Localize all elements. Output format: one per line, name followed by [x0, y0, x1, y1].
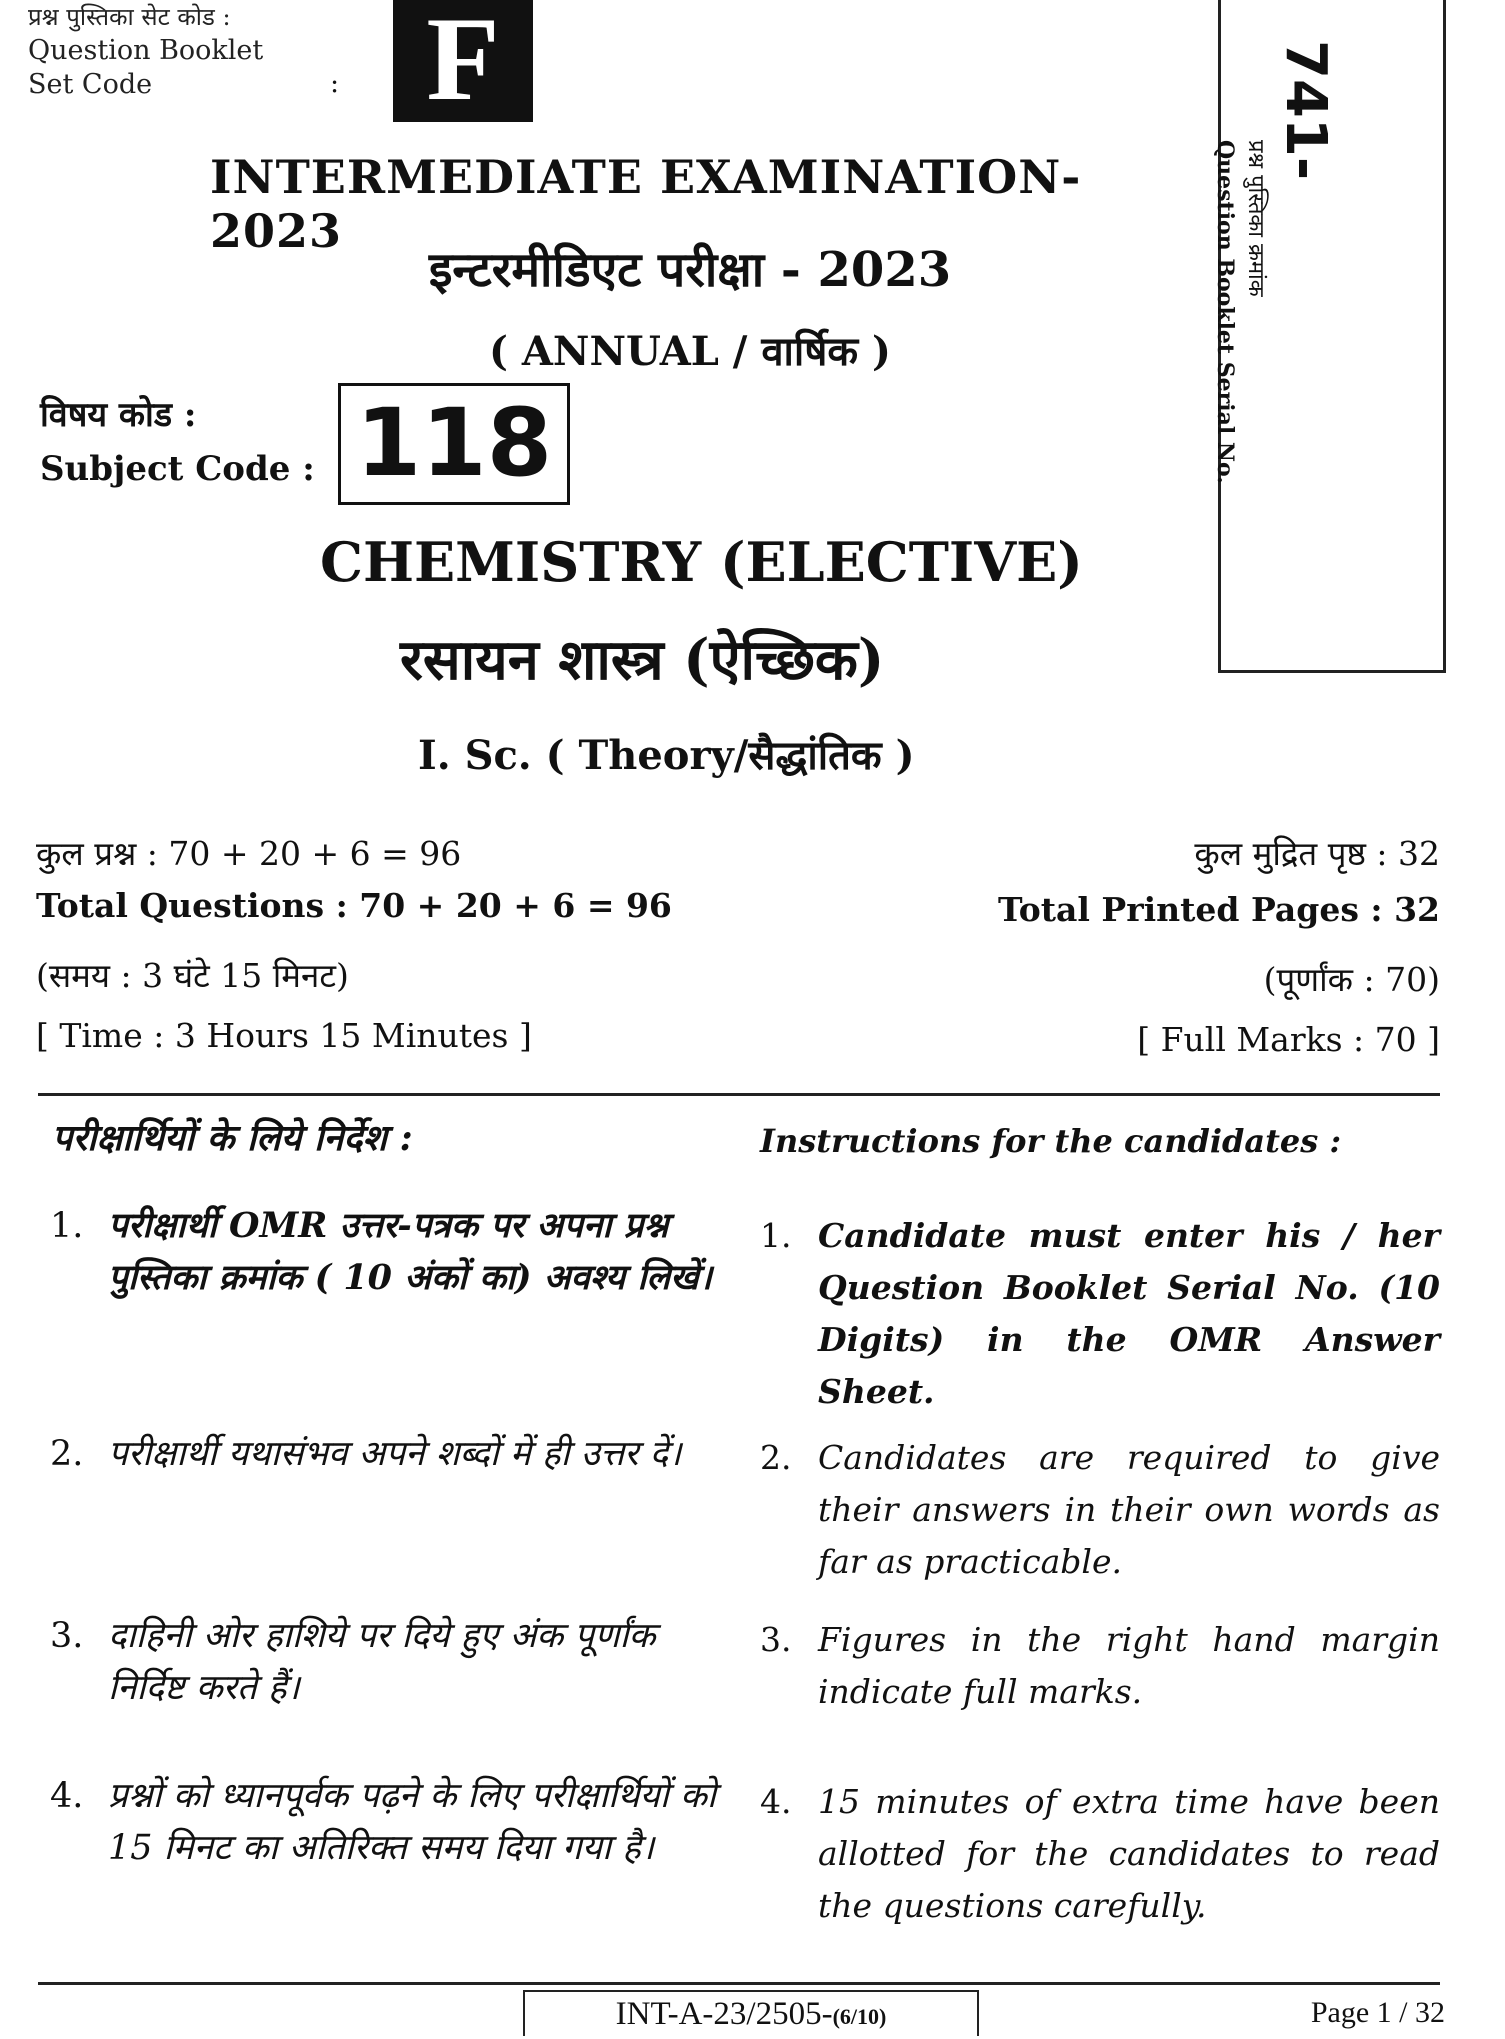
- instruction-number: 3.: [50, 1616, 84, 1656]
- page-number: Page 1 / 32: [1310, 1996, 1445, 2029]
- instruction-text: दाहिनी ओर हाशिये पर दिये हुए अंक पूर्णांक निर्दिष्ट करते हैं।: [108, 1616, 656, 1708]
- exam-title-en: INTERMEDIATE EXAMINATION-2023: [210, 150, 1082, 258]
- exam-title-hi: इन्टरमीडिएट परीक्षा - 2023: [428, 242, 952, 298]
- set-code-label-hi: प्रश्न पुस्तिका सेट कोड :: [28, 3, 231, 31]
- instruction-number: 3.: [760, 1620, 792, 1659]
- subject-code-value: 118: [338, 383, 570, 505]
- instruction-hi-4: [50, 1770, 730, 1874]
- instruction-text: परीक्षार्थी OMR उत्तर-पत्रक पर अपना प्रश्न पुस्तिका क्रमांक ( 10 अंकों का) अवश्य लिखें।: [108, 1205, 713, 1298]
- exam-annual: ( ANNUAL / वार्षिक ): [489, 328, 891, 375]
- full-marks-en: [ Full Marks : 70 ]: [1137, 1020, 1440, 1059]
- instruction-text: Candidate must enter his / her Question Booklet Serial No. (10 Digits) in the OMR Answer Sheet.: [818, 1216, 1440, 1411]
- instruction-number: 4.: [50, 1776, 84, 1816]
- serial-number-fragment: 741-: [1273, 40, 1338, 181]
- set-code-label-en-2: Set Code: [28, 69, 153, 100]
- instructions-heading-hi: परीक्षार्थियों के लिये निर्देश :: [52, 1117, 413, 1159]
- instruction-text: प्रश्नों को ध्यानपूर्वक पढ़ने के लिए परीक्षार्थियों को 15 मिनट का अतिरिक्त समय दिया गया है।: [108, 1776, 716, 1868]
- serial-label-en: Question Booklet Serial No.: [1212, 140, 1238, 484]
- instruction-number: 2.: [50, 1434, 84, 1474]
- printed-pages-en: Total Printed Pages : 32: [997, 890, 1440, 929]
- set-code-label-en-1: Question Booklet: [28, 35, 264, 66]
- subject-name-en: CHEMISTRY (ELECTIVE): [320, 530, 1083, 594]
- instruction-en-3: [760, 1614, 1440, 1718]
- subject-name-hi: रसायन शास्त्र (ऐच्छिक): [400, 627, 885, 693]
- instruction-text: Candidates are required to give their answers in their own words as far as practicable.: [818, 1438, 1440, 1581]
- instruction-number: 2.: [760, 1438, 792, 1477]
- booklet-code-suffix: (6/10): [832, 2004, 887, 2029]
- instructions-heading-en: Instructions for the candidates :: [760, 1122, 1342, 1160]
- time-en: [ Time : 3 Hours 15 Minutes ]: [36, 1016, 532, 1055]
- set-code-label: [28, 0, 263, 102]
- printed-pages-hi: कुल मुद्रित पृष्ठ : 32: [1194, 834, 1440, 873]
- total-questions-en: Total Questions : 70 + 20 + 6 = 96: [36, 886, 672, 925]
- set-code-value: F: [393, 0, 533, 122]
- subject-code-label-en: Subject Code :: [40, 449, 315, 489]
- instruction-number: 4.: [760, 1782, 792, 1821]
- instruction-number: 1.: [50, 1206, 84, 1246]
- subject-code-label: [40, 388, 315, 496]
- course-name: I. Sc. ( Theory/सैद्धांतिक ): [418, 732, 915, 779]
- instruction-en-2: [760, 1432, 1440, 1588]
- full-marks-hi: (पूर्णांक : 70): [1263, 960, 1440, 999]
- instruction-en-1: [760, 1210, 1440, 1418]
- subject-code-label-hi: विषय कोड :: [40, 395, 197, 435]
- total-questions-hi: कुल प्रश्न : 70 + 20 + 6 = 96: [36, 834, 462, 873]
- serial-label-hi: प्रश्न पुस्तिका क्रमांक: [1243, 140, 1268, 297]
- instruction-text: परीक्षार्थी यथासंभव अपने शब्दों में ही उत्तर दें।: [108, 1434, 682, 1474]
- set-code-colon: :: [330, 68, 340, 99]
- instruction-number: 1.: [760, 1216, 792, 1255]
- instruction-text: Figures in the right hand margin indicate full marks.: [818, 1620, 1440, 1711]
- instruction-hi-1: [50, 1200, 730, 1304]
- booklet-code: [523, 1990, 979, 2036]
- divider-bottom: [38, 1982, 1440, 1985]
- booklet-code-main: INT-A-23/2505-: [615, 1996, 833, 2032]
- instruction-text: 15 minutes of extra time have been allotted for the candidates to read the questions carefully.: [818, 1782, 1440, 1925]
- instruction-en-4: [760, 1776, 1440, 1932]
- time-hi: (समय : 3 घंटे 15 मिनट): [36, 956, 349, 995]
- instruction-hi-2: [50, 1428, 730, 1480]
- instruction-hi-3: [50, 1610, 730, 1714]
- divider-top: [38, 1093, 1440, 1096]
